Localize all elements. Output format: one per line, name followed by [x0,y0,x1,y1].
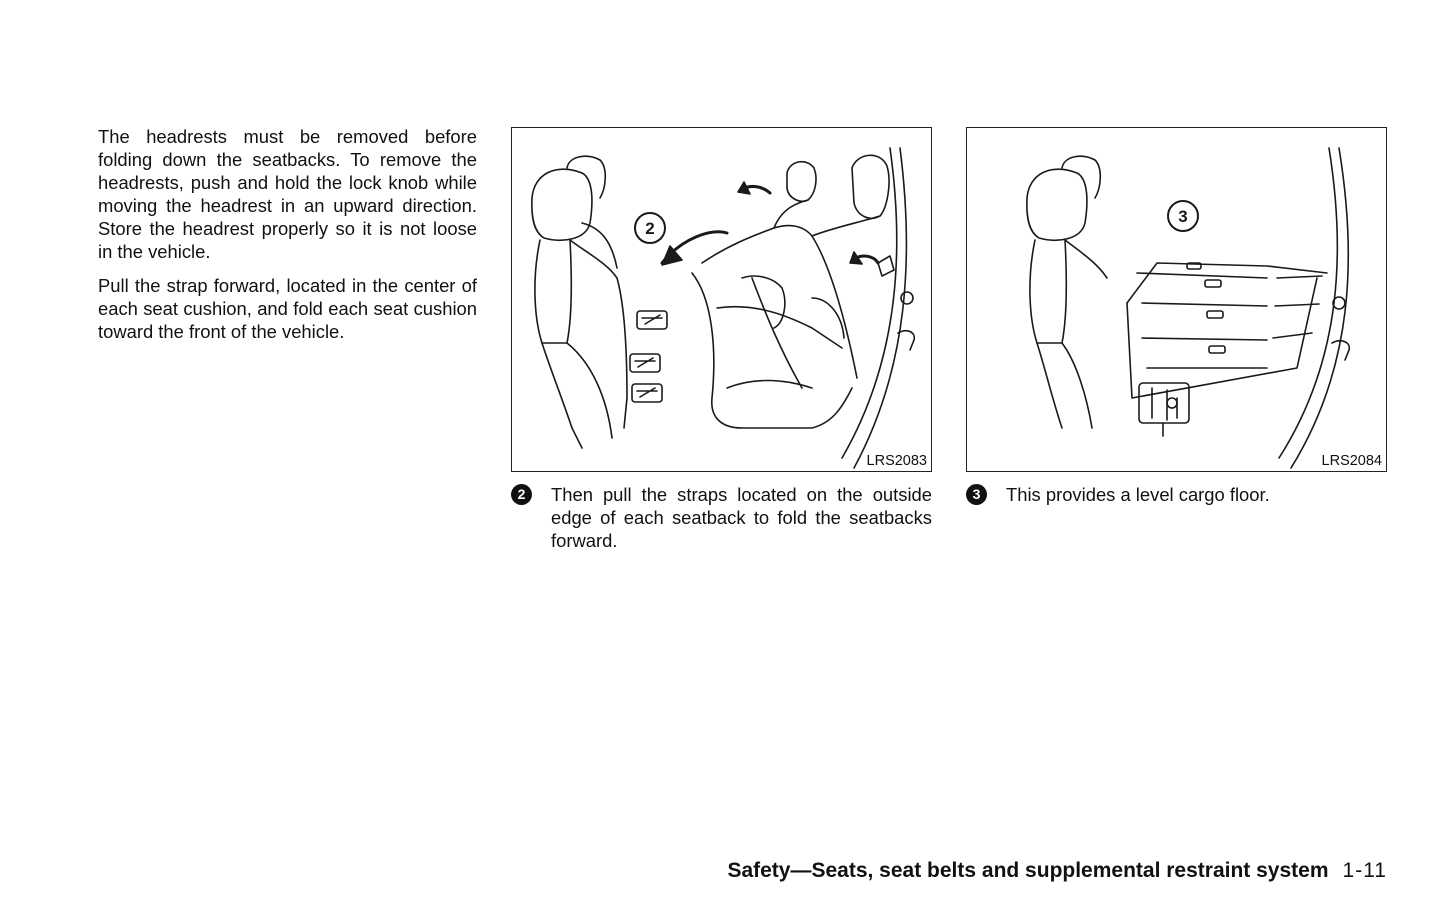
figure-code: LRS2083 [866,453,927,469]
page-footer [727,858,1387,884]
paragraph-fold-cushion: Pull the strap forward, located in the center of each seat cushion, and fold each seat cushion toward the front of the vehicle. [98,275,477,342]
callout-3-label: 3 [1178,207,1188,226]
level-cargo-floor-illustration [967,128,1385,470]
figure-lrs2084 [966,127,1387,472]
caption-number-badge: 2 [511,484,532,505]
page-number: 1-11 [1342,859,1387,882]
figure-caption-2 [511,483,932,552]
caption-text: Then pull the straps located on the outside edge of each seatback to fold the seatbacks forward. [551,484,932,551]
left-text-column [98,125,477,354]
figure-code: LRS2084 [1321,453,1382,469]
seatback-folding-illustration [512,128,930,470]
figure-lrs2083 [511,127,932,472]
callout-2-label: 2 [645,219,655,238]
paragraph-headrest-removal: The headrests must be removed before folding down the seatbacks. To remove the headrests, push and hold the lock knob while moving the headrest in an upward direction. Store the headrest properly so it is not loose in the vehicle. [98,126,477,262]
caption-number-badge: 3 [966,484,987,505]
figure-caption-3 [966,483,1387,506]
section-title: Safety—Seats, seat belts and supplemental restraint system [727,859,1329,882]
caption-text: This provides a level cargo floor. [1006,484,1270,505]
